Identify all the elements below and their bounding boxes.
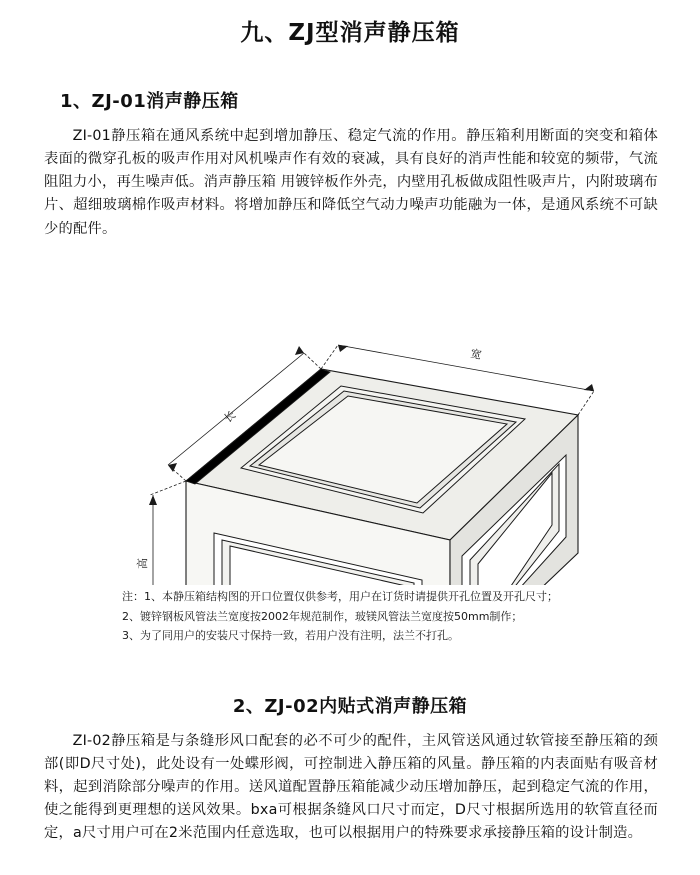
- figure-label-height: 高: [136, 558, 149, 570]
- document-page: [0, 14, 700, 875]
- section-paragraph-1: ZI-01静压箱在通风系统中起到增加静压、稳定气流的作用。静压箱利用断面的突变和箱体表面的微穿孔板的吸声作用对风机噪声作有效的衰减，具有良好的消声性能和较宽的频带，气流阻阻力小，再生噪声低。消声静压箱 用镀锌板作外壳，内壁用孔板做成阻性吸声片，内附玻璃布片、超细玻璃棉作吸声材料。将增加静压和降低空气动力噪声功能融为一体，是通风系统不可缺少的配件。: [44, 128, 658, 237]
- figure-note-3: 3、为了同用户的安装尺寸保持一致，若用户没有注明，法兰不打孔。: [122, 629, 459, 643]
- section-paragraph-2: ZI-02静压箱是与条缝形风口配套的必不可少的配件，主风管送风通过软管接至静压箱的颈部(即D尺寸处)，此处设有一处蝶形阀，可控制进入静压箱的风量。静压箱的内表面贴有吸音材料，起到消除部分噪声的作用。送风道配置静压箱能减少动压增加静压，起到稳定气流的作用，使之能得到更理想的送风效果。bxa可根据条缝风口尺寸而定，D尺寸根据所选用的软管直径而定，a尺寸用户可在2米范围内任意选取，也可以根据用户的特殊要求承接静压箱的设计制造。: [44, 732, 658, 842]
- figure-label-width: 宽: [469, 347, 483, 362]
- figure-note-2: 2、镀锌钢板风管法兰宽度按2002年规范制作，玻镁风管法兰宽度按50mm制作；: [122, 609, 523, 623]
- section-heading-2: 2、ZJ-02内贴式消声静压箱: [232, 695, 468, 717]
- figure-notes: [38, 587, 662, 646]
- page-title: 九、ZJ型消声静压箱: [240, 20, 460, 46]
- figure-static-pressure-box: [38, 255, 662, 585]
- section-heading-1: 1、ZJ-01消声静压箱: [60, 91, 239, 112]
- figure-label-length: 长: [221, 408, 239, 426]
- figure-note-1: 注：1、本静压箱结构图的开口位置仅供参考，用户在订货时请提供开孔位置及开孔尺寸；: [122, 590, 558, 604]
